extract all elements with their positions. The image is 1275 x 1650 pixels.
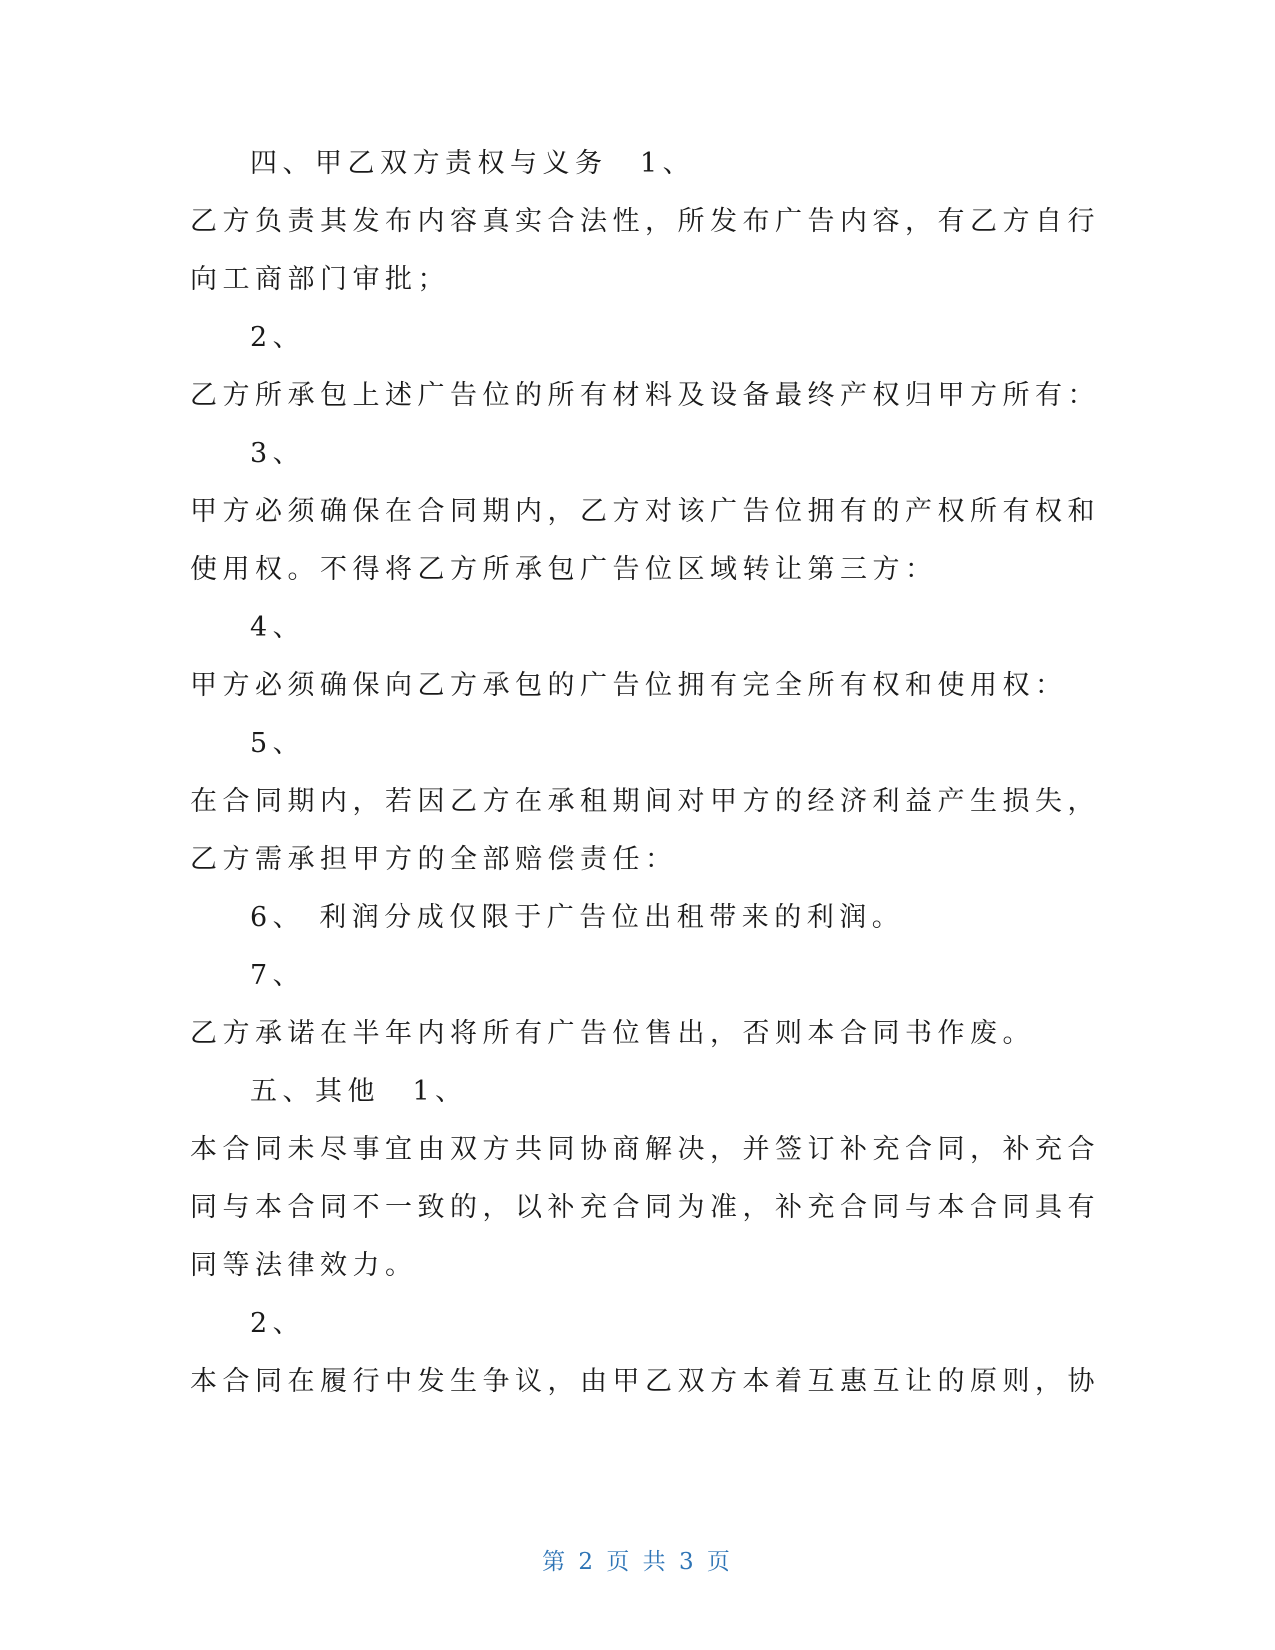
text-line: 同等法律效力。 xyxy=(190,1250,418,1281)
item-number: 2、 xyxy=(250,1308,306,1339)
text-line: 在合同期内，若因乙方在承租期间对甲方的经济利益产生损失， xyxy=(190,786,1100,817)
text-line: 向工商部门审批； xyxy=(190,264,450,295)
section-five-heading: 五、其他 1、 xyxy=(250,1076,468,1107)
item-number: 5、 xyxy=(250,728,306,759)
text-line: 本合同未尽事宜由双方共同协商解决，并签订补充合同，补充合 xyxy=(190,1134,1100,1165)
item-number: 7、 xyxy=(250,960,306,991)
item-number: 3、 xyxy=(250,438,306,469)
text-line: 乙方承诺在半年内将所有广告位售出，否则本合同书作废。 xyxy=(190,1018,1035,1049)
item-number: 4、 xyxy=(250,612,306,643)
text-line: 乙方所承包上述广告位的所有材料及设备最终产权归甲方所有： xyxy=(190,380,1100,411)
section-four-heading: 四、甲乙双方责权与义务 1、 xyxy=(250,148,696,179)
text-line: 甲方必须确保在合同期内，乙方对该广告位拥有的产权所有权和 xyxy=(190,496,1100,527)
text-line: 本合同在履行中发生争议，由甲乙双方本着互惠互让的原则，协 xyxy=(190,1366,1100,1397)
item-number: 2、 xyxy=(250,322,306,353)
page-number-footer: 第 2 页 共 3 页 xyxy=(542,1549,733,1575)
text-line: 甲方必须确保向乙方承包的广告位拥有完全所有权和使用权： xyxy=(190,670,1068,701)
text-line: 同与本合同不一致的，以补充合同为准，补充合同与本合同具有 xyxy=(190,1192,1100,1223)
item-six-line: 6、 利润分成仅限于广告位出租带来的利润。 xyxy=(250,902,905,933)
text-line: 乙方需承担甲方的全部赔偿责任： xyxy=(190,844,678,875)
text-line: 使用权。不得将乙方所承包广告位区域转让第三方： xyxy=(190,554,938,585)
text-line: 乙方负责其发布内容真实合法性，所发布广告内容，有乙方自行 xyxy=(190,206,1100,237)
